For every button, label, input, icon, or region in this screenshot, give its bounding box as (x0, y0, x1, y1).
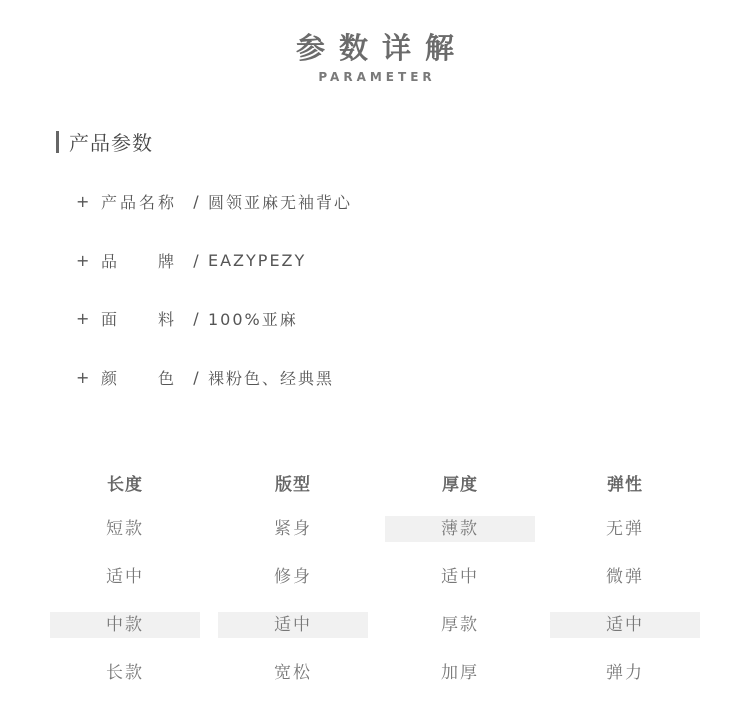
option-cell: 短款 (106, 519, 144, 539)
param-value: 100%亚麻 (208, 309, 298, 329)
column-header-fit: 版型 (275, 475, 311, 495)
option-cell: 适中 (106, 567, 144, 587)
option-cell: 厚款 (441, 615, 479, 635)
column-header-elasticity: 弹性 (607, 475, 643, 495)
param-separator: / (193, 250, 201, 270)
plus-icon: + (76, 367, 92, 387)
column-header-thickness: 厚度 (442, 475, 478, 495)
param-separator: / (193, 367, 201, 387)
option-cell: 长款 (106, 663, 144, 683)
section-title: 产品参数 (69, 131, 153, 155)
param-label: 品牌 (101, 251, 176, 271)
param-separator: / (193, 308, 201, 328)
option-cell: 适中 (441, 567, 479, 587)
param-separator: / (193, 191, 201, 211)
option-cell-selected: 适中 (218, 612, 368, 638)
option-cell: 紧身 (274, 519, 312, 539)
plus-icon: + (76, 308, 92, 328)
option-cell: 宽松 (274, 663, 312, 683)
option-cell-selected: 适中 (550, 612, 700, 638)
page-title: 参数详解 (295, 31, 468, 65)
option-cell-selected: 薄款 (385, 516, 535, 542)
plus-icon: + (76, 250, 92, 270)
page-subtitle: PARAMETER (318, 70, 436, 84)
option-cell: 弹力 (606, 663, 644, 683)
column-header-length: 长度 (107, 475, 143, 495)
option-cell-selected: 中款 (50, 612, 200, 638)
param-value: 裸粉色、经典黑 (208, 368, 335, 388)
plus-icon: + (76, 191, 92, 211)
option-cell: 加厚 (441, 663, 479, 683)
param-value: EAZYPEZY (208, 250, 307, 270)
param-label: 颜色 (101, 368, 176, 388)
option-cell: 修身 (274, 567, 312, 587)
param-value: 圆领亚麻无袖背心 (208, 192, 353, 212)
option-cell: 微弹 (606, 567, 644, 587)
option-cell: 无弹 (606, 519, 644, 539)
param-label: 面料 (101, 309, 176, 329)
param-label: 产品名称 (101, 192, 176, 212)
